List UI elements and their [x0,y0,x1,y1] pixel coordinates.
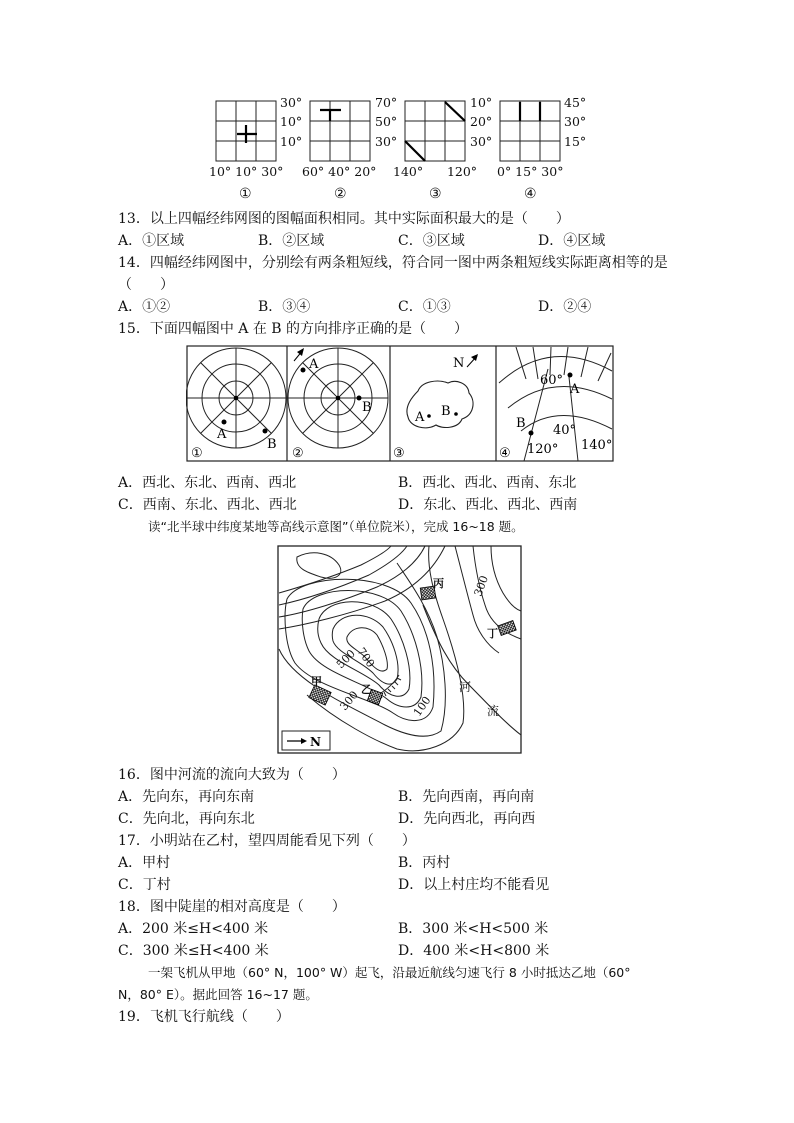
q14-option-d[interactable]: D．②④ [538,299,592,315]
grid1-lat-label: 30° [280,95,303,110]
village-yi-label: 乙 [361,683,372,696]
q17-stem: 17．小明站在乙村，望四周能看见下列（ ） [118,833,416,849]
grid1-number: ① [239,186,252,202]
grid4-lon-labels: 0° 15° 30° [497,164,564,179]
q15-stem: 15．下面四幅图中 A 在 B 的方向排序正确的是（ ） [118,321,469,337]
q18-option-b[interactable]: B．300 米<H<500 米 [398,921,549,937]
panel2-arrow-head [297,348,304,356]
q18-option-c[interactable]: C．300 米≤H<400 米 [118,943,269,959]
q17-option-b[interactable]: B．丙村 [398,855,451,871]
q15-option-a[interactable]: A．西北、东北、西南、西北 [118,475,297,491]
q13-option-a[interactable]: A．①区域 [118,233,185,249]
panel3-arrow-head [471,354,478,361]
river-char-he: 河 [459,680,472,694]
contour-ridge-4 [279,546,445,629]
q16-option-b[interactable]: B．先向西南，再向南 [398,789,535,805]
panel1-point-a [222,420,227,425]
latlong-grids-svg [200,94,600,206]
grid4-lat-label: 45° [564,95,587,110]
panel3-label-a: A [415,410,425,425]
q14-stem-cont: （ ） [118,277,174,293]
panel4-number: ④ [499,446,511,461]
panel3-point-b [454,412,458,416]
direction-figure [186,345,614,463]
contour-map [277,545,522,755]
grid3-lat-label: 10° [470,95,493,110]
q15-option-c[interactable]: C．西南、东北、西北、西北 [118,497,297,513]
panel4-point-b [529,431,534,436]
contour-ridge-2 [279,546,407,605]
grid3-number: ③ [429,186,442,202]
q14-option-a[interactable]: A．①② [118,299,171,315]
panel4-lat-40: 40° [553,423,577,438]
contour-ridge-1 [279,546,391,593]
panel3-north-label: N [453,356,465,371]
grid2-lat-label: 70° [375,95,398,110]
grid1-lat-label: 10° [280,114,303,129]
panel3-point-a [427,414,431,418]
grid2-lat-label: 30° [375,134,398,149]
q13-stem: 13．以上四幅经纬网图的图幅面积相同。其中实际面积最大的是（ ） [118,211,570,227]
panel4-label-a: A [570,382,580,397]
contour-right-3 [491,546,521,611]
panel2-label-b: B [362,400,372,415]
panel4-point-a [568,373,573,378]
panel4-lon-140: 140° [581,438,613,453]
q18-option-a[interactable]: A．200 米≤H<400 米 [118,921,269,937]
grid4-lat-label: 15° [564,134,587,149]
q17-option-d[interactable]: D．以上村庄均不能看见 [398,877,550,893]
q16-option-c[interactable]: C．先向北，再向东北 [118,811,255,827]
q14-option-b[interactable]: B．③④ [258,299,311,315]
panel2-label-a: A [309,357,319,372]
panel3-label-b: B [441,404,451,419]
north-arrow-label: N [310,735,321,749]
contour-label-700: 700 [354,645,378,670]
q14-stem: 14．四幅经纬网图中，分别绘有两条粗短线，符合同一图中两条粗短线实际距离相等的是 [118,255,668,271]
panel4-lon-120: 120° [527,442,559,457]
grid1-lat-label: 10° [280,134,303,149]
q16-option-d[interactable]: D．先向西北，再向西 [398,811,536,827]
q13-option-c[interactable]: C．③区域 [398,233,465,249]
panel2-point-a [301,368,306,373]
q16-option-a[interactable]: A．先向东，再向东南 [118,789,255,805]
village-bing-label: 丙 [433,577,444,590]
contour-label-100: 100 [410,694,434,719]
contour-label-300-right: 300 [471,573,492,599]
panel3-number: ③ [393,446,405,461]
contour-upper-left [297,553,341,578]
q16-stem: 16．图中河流的流向大致为（ ） [118,767,346,783]
q13-option-b[interactable]: B．②区域 [258,233,325,249]
panel2-number: ② [292,446,304,461]
q18-option-d[interactable]: D．400 米<H<800 米 [398,943,550,959]
contour-label-500: 500 [333,647,358,672]
instruction-flight-line2: N，80° E）。据此回答 16~17 题。 [118,987,318,1002]
village-ding-marker [498,621,516,636]
river-char-liu: 流 [487,704,500,718]
grid2-lat-label: 50° [375,114,398,129]
grid1-lon-labels: 10° 10° 30° [209,164,284,179]
q15-option-d[interactable]: D．东北、西北、西北、西南 [398,497,578,513]
grid3-thick-line-bottom [405,141,425,161]
panel4-lat-60: 60° [540,373,564,388]
q14-option-c[interactable]: C．①③ [398,299,451,315]
contour-label-300: 300 [337,688,361,713]
panel2-point-b [357,396,362,401]
panel1-point-b [263,429,268,434]
village-ding-label: 丁 [487,627,498,640]
q17-option-c[interactable]: C．丁村 [118,877,171,893]
panel1-number: ① [191,446,203,461]
q17-option-a[interactable]: A．甲村 [118,855,171,871]
q19-stem: 19．飞机飞行航线（ ） [118,1009,290,1025]
grid3-lat-label: 20° [470,114,493,129]
panel1-label-a: A [217,427,227,442]
grid2-lon-labels: 60° 40° 20° [302,164,377,179]
q18-stem: 18．图中陡崖的相对高度是（ ） [118,899,346,915]
contour-map-svg [277,545,522,755]
grid3-lat-label: 30° [470,134,493,149]
village-jia-label: 甲 [311,675,322,688]
panel4-label-b: B [516,416,526,431]
grid3-lon-labels: 140° 120° [393,164,478,179]
grid3-thick-line-top [445,102,465,121]
latlong-grids-figure [200,94,600,206]
direction-figure-svg [186,345,614,463]
panel1-label-b: B [267,437,277,452]
q15-option-b[interactable]: B．西北、西北、西南、东北 [398,475,577,491]
instruction-16-18: 读“北半球中纬度某地等高线示意图”（单位院米），完成 16~18 题。 [148,519,524,534]
grid2-number: ② [334,186,347,202]
q13-option-d[interactable]: D．④区域 [538,233,606,249]
instruction-flight-line1: 一架飞机从甲地（60° N，100° W）起飞，沿最近航线匀速飞行 8 小时抵达乙地（60° [148,965,631,980]
grid4-number: ④ [524,186,537,202]
grid4-lat-label: 30° [564,114,587,129]
